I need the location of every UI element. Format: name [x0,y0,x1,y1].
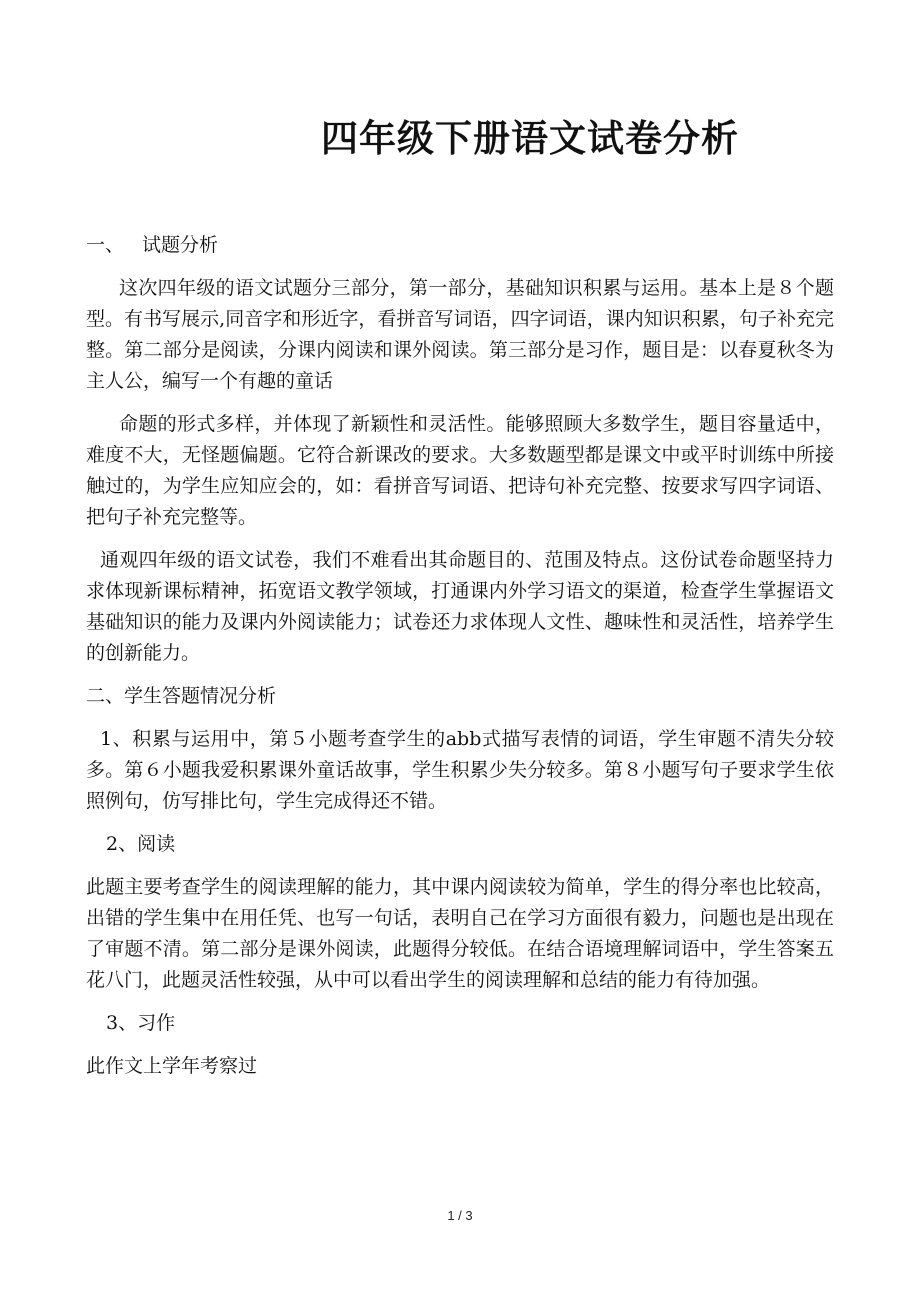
section1-paragraph-1: 这次四年级的语文试题分三部分，第一部分，基础知识积累与运用。基本上是８个题型。有书写展示,同音字和形近字，看拼音写词语，四字词语，课内知识积累，句子补充完整。第二部分是阅读，分课内阅读和课外阅读。第三部分是习作，题目是：以春夏秋冬为主人公，编写一个有趣的童话 [86,277,834,392]
section2-item2-text: 此题主要考查学生的阅读理解的能力，其中课内阅读较为简单，学生的得分率也比较高，出错的学生集中在用任凭、也写一句话，表明自己在学习方面很有毅力，问题也是出现在了审题不清。第二部分是课外阅读，此题得分较低。在结合语境理解词语中，学生答案五花八门，此题灵活性较强，从中可以看出学生的阅读理解和总结的能力有待加强。 [86,876,834,991]
section2-item2-heading: 2、阅读 [106,833,176,855]
section1-title: 试题分析 [142,234,219,256]
section2-item3-text: 此作文上学年考察过 [86,1055,258,1077]
section2-heading: 二、学生答题情况分析 [86,685,277,707]
section1-paragraph-2: 命题的形式多样，并体现了新颖性和灵活性。能够照顾大多数学生，题目容量适中，难度不大，无怪题偏题。它符合新课改的要求。大多数题型都是课文中或平时训练中所接触过的，为学生应知应会的，如：看拼音写词语、把诗句补充完整、按要求写四字词语、把句子补充完整等。 [86,413,834,528]
page-number: 1 / 3 [447,1208,473,1223]
section2-item3-heading: 3、习作 [106,1012,176,1034]
section1-paragraph-3: 通观四年级的语文试卷，我们不难看出其命题目的、范围及特点。这份试卷命题坚持力求体现新课标精神，拓宽语文教学领域，打通课内外学习语文的渠道，检查学生掌握语文基础知识的能力及课内外阅读能力；试卷还力求体现人文性、趣味性和灵活性，培养学生的创新能力。 [86,549,834,664]
section1-heading [86,230,834,261]
document-body [86,230,834,1094]
document-title: 四年级下册语文试卷分析 [321,117,739,160]
section2-item1: 1、积累与运用中，第５小题考查学生的abb式描写表情的词语，学生审题不清失分较多。第６小题我爱积累课外童话故事，学生积累少失分较多。第８小题写句子要求学生依照例句，仿写排比句，学生完成得还不错。 [86,728,834,812]
section1-number: 一、 [86,234,125,256]
